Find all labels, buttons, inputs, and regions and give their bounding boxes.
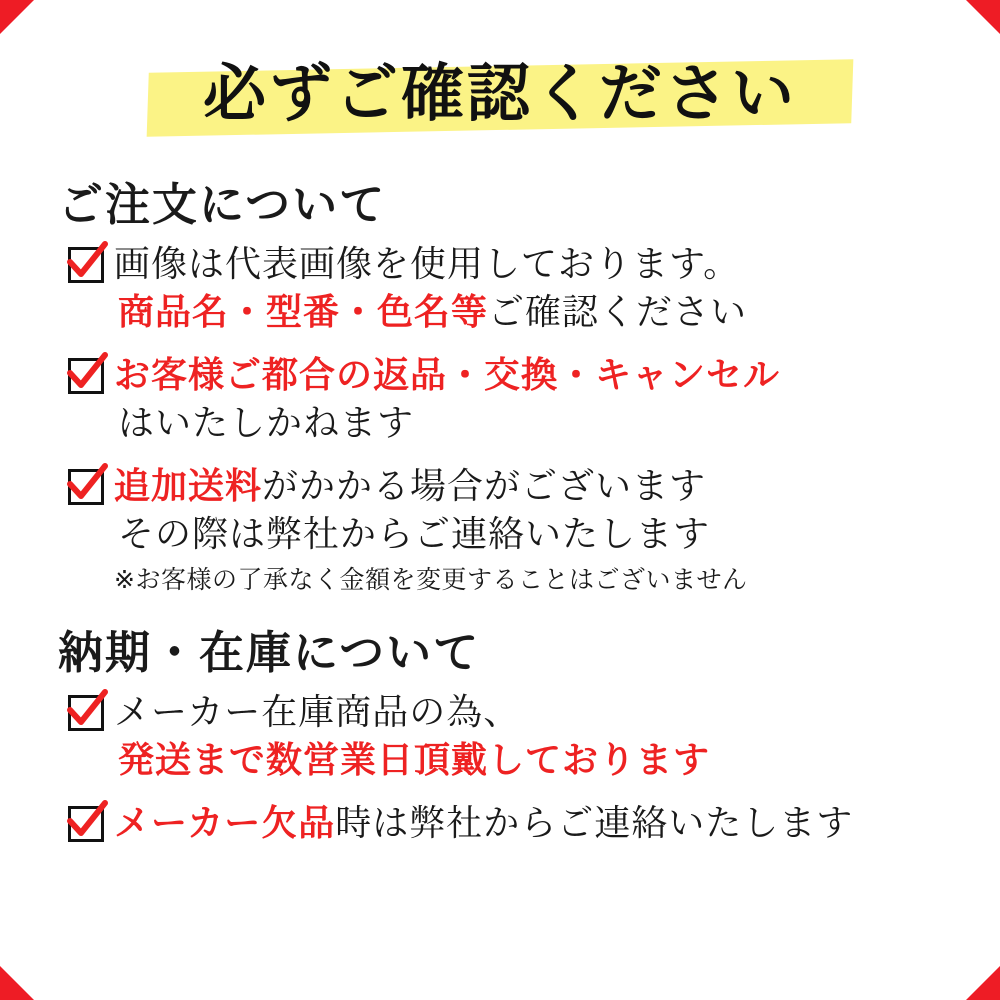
list-item-line: 画像は代表画像を使用しております。: [114, 244, 741, 285]
list-item-line: [114, 800, 960, 848]
list-item-line: はいたしかねます: [118, 402, 415, 444]
corner-accent-bottom-left: [0, 966, 34, 1000]
emphasis-text: 追加送料: [114, 466, 263, 508]
list-item-line: [114, 289, 960, 337]
checkmark-icon: [68, 469, 104, 505]
list-item: [68, 689, 960, 784]
list-item-line: お客様ご都合の返品・交換・キャンセル: [114, 355, 781, 397]
checkmark-icon: [68, 806, 104, 842]
list-item-line-rest: 時は弊社からご連絡いたします: [335, 803, 854, 845]
list-item: [68, 463, 960, 596]
corner-accent-top-right: [966, 0, 1000, 34]
list-item-text: [114, 241, 960, 336]
list-item: [68, 352, 960, 447]
list-item-line-rest: ご確認ください: [488, 291, 748, 333]
corner-accent-bottom-right: [966, 966, 1000, 1000]
emphasis-text: メーカー欠品: [114, 803, 336, 845]
checkmark-icon: [68, 358, 104, 394]
checkmark-icon: [68, 695, 104, 731]
list-item-line: その際は弊社からご連絡いたします: [118, 513, 711, 555]
banner: [40, 44, 960, 146]
list-item: [68, 241, 960, 336]
section-heading-orders: ご注文について: [58, 178, 387, 231]
list-item-line: メーカー在庫商品の為、: [114, 692, 521, 734]
checkmark-icon: [68, 247, 104, 283]
list-item-line-rest: がかかる場合がございます: [262, 466, 707, 508]
list-item-line: [114, 463, 960, 511]
section-heading-delivery: 納期・在庫について: [58, 626, 481, 680]
list-item-text: [114, 463, 960, 596]
list-item-text: [114, 800, 960, 848]
list-item-text: [114, 352, 960, 447]
corner-accent-top-left: [0, 0, 34, 34]
list-item-note: ※お客様の了承なく金額を変更することはございません: [114, 565, 748, 595]
emphasis-text: 商品名・型番・色名等: [118, 291, 489, 333]
page-title: 必ずご確認ください: [203, 57, 797, 130]
list-item: [68, 800, 960, 848]
list-item-line: 発送まで数営業日頂戴しております: [118, 739, 711, 781]
list-item-text: [114, 689, 960, 784]
